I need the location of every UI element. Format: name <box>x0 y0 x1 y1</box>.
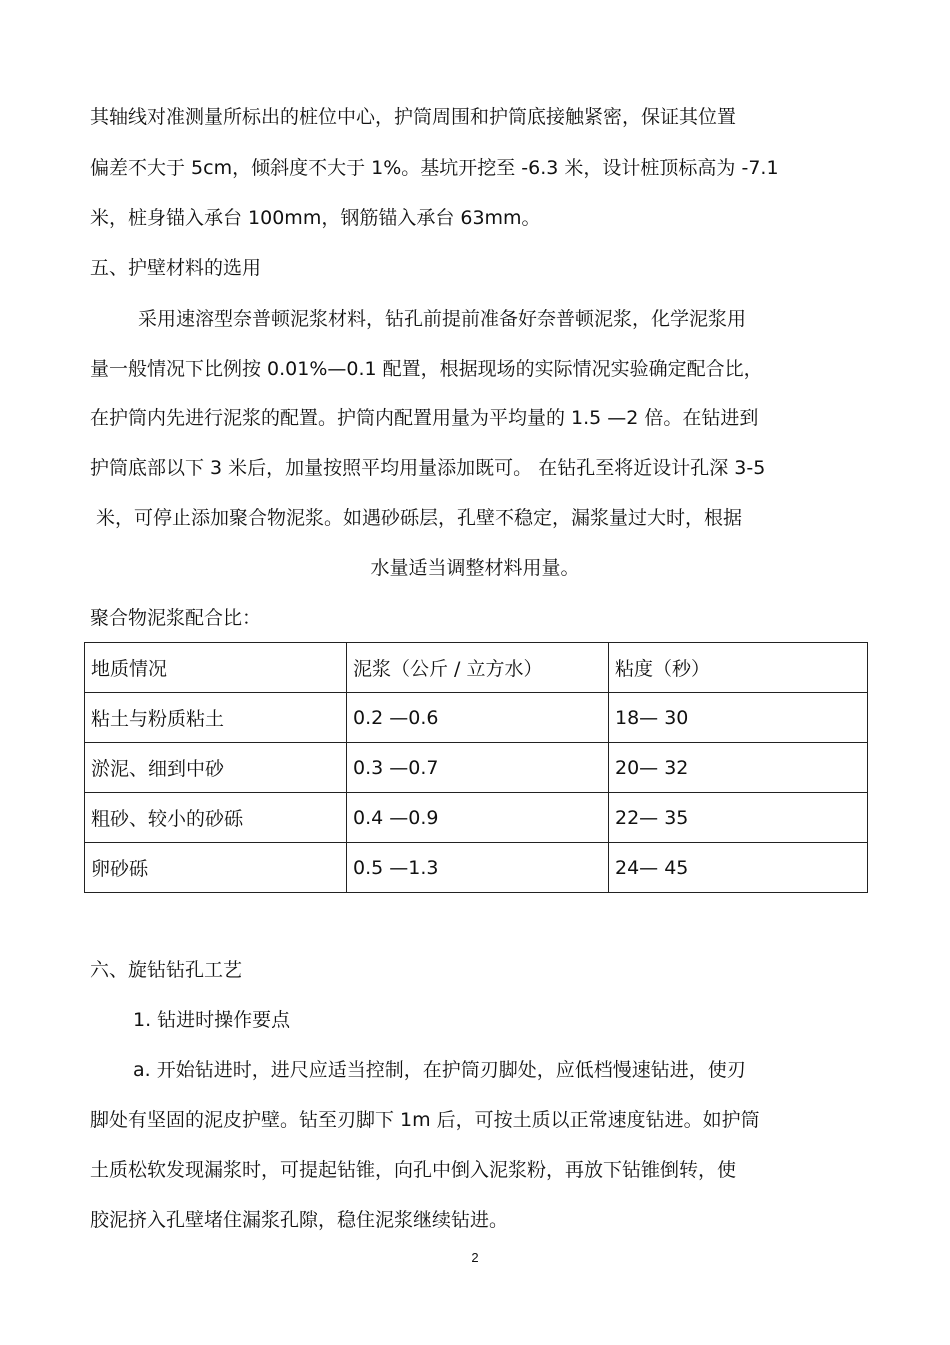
body-text-line: 脚处有坚固的泥皮护壁。钻至刃脚下 1m 后，可按土质以正常速度钻进。如护筒 <box>90 1109 760 1131</box>
subsection-heading: 1. 钻进时操作要点 <box>133 1009 291 1031</box>
table-header-cell: 泥浆（公斤 / 立方水） <box>347 643 609 693</box>
page-number: 2 <box>471 1250 479 1265</box>
body-text-line: 在护筒内先进行泥浆的配置。护筒内配置用量为平均量的 1.5 —2 倍。在钻进到 <box>90 407 759 429</box>
body-text-line: 采用速溶型奈普顿泥浆材料，钻孔前提前准备好奈普顿泥浆，化学泥浆用 <box>138 308 747 330</box>
table-row <box>85 743 868 793</box>
body-text-line: 水量适当调整材料用量。 <box>370 557 580 579</box>
table-header-cell: 地质情况 <box>85 643 347 693</box>
table-caption: 聚合物泥浆配合比： <box>90 607 262 629</box>
section-heading: 六、旋钻钻孔工艺 <box>90 959 243 981</box>
table-header-row <box>85 643 868 693</box>
table-row <box>85 843 868 893</box>
table-cell: 0.5 —1.3 <box>347 843 609 893</box>
table-header-cell: 粘度（秒） <box>609 643 868 693</box>
mud-ratio-table <box>84 642 868 893</box>
body-text-line: 胶泥挤入孔壁堵住漏浆孔隙，稳住泥浆继续钻进。 <box>90 1209 509 1231</box>
body-text-line: a. 开始钻进时，进尺应适当控制，在护筒刃脚处，应低档慢速钻进，使刃 <box>133 1059 746 1081</box>
table-cell: 粗砂、较小的砂砾 <box>85 793 347 843</box>
table-cell: 22— 35 <box>609 793 868 843</box>
table-cell: 24— 45 <box>609 843 868 893</box>
section-heading: 五、护壁材料的选用 <box>90 257 262 279</box>
table-cell: 0.4 —0.9 <box>347 793 609 843</box>
table-row <box>85 793 868 843</box>
table-cell: 0.2 —0.6 <box>347 693 609 743</box>
body-text-line: 米，可停止添加聚合物泥浆。如遇砂砾层，孔壁不稳定，漏浆量过大时，根据 <box>96 507 743 529</box>
body-text-line: 量一般情况下比例按 0.01%—0.1 配置，根据现场的实际情况实验确定配合比， <box>90 358 763 380</box>
body-text-line: 护筒底部以下 3 米后，加量按照平均用量添加既可。 在钻孔至将近设计孔深 3-5 <box>90 457 766 479</box>
table-cell: 0.3 —0.7 <box>347 743 609 793</box>
table-cell: 粘土与粉质粘土 <box>85 693 347 743</box>
table-cell: 20— 32 <box>609 743 868 793</box>
body-text-line: 偏差不大于 5cm，倾斜度不大于 1%。基坑开挖至 -6.3 米，设计桩顶标高为 -7.1 <box>90 157 779 179</box>
body-text-line: 米，桩身锚入承台 100mm，钢筋锚入承台 63mm。 <box>90 207 541 229</box>
table-cell: 淤泥、细到中砂 <box>85 743 347 793</box>
body-text-line: 土质松软发现漏浆时，可提起钻锥，向孔中倒入泥浆粉，再放下钻锥倒转，使 <box>90 1159 737 1181</box>
table-row <box>85 693 868 743</box>
table-cell: 卵砂砾 <box>85 843 347 893</box>
body-text-line: 其轴线对准测量所标出的桩位中心，护筒周围和护筒底接触紧密，保证其位置 <box>90 106 737 128</box>
table-cell: 18— 30 <box>609 693 868 743</box>
